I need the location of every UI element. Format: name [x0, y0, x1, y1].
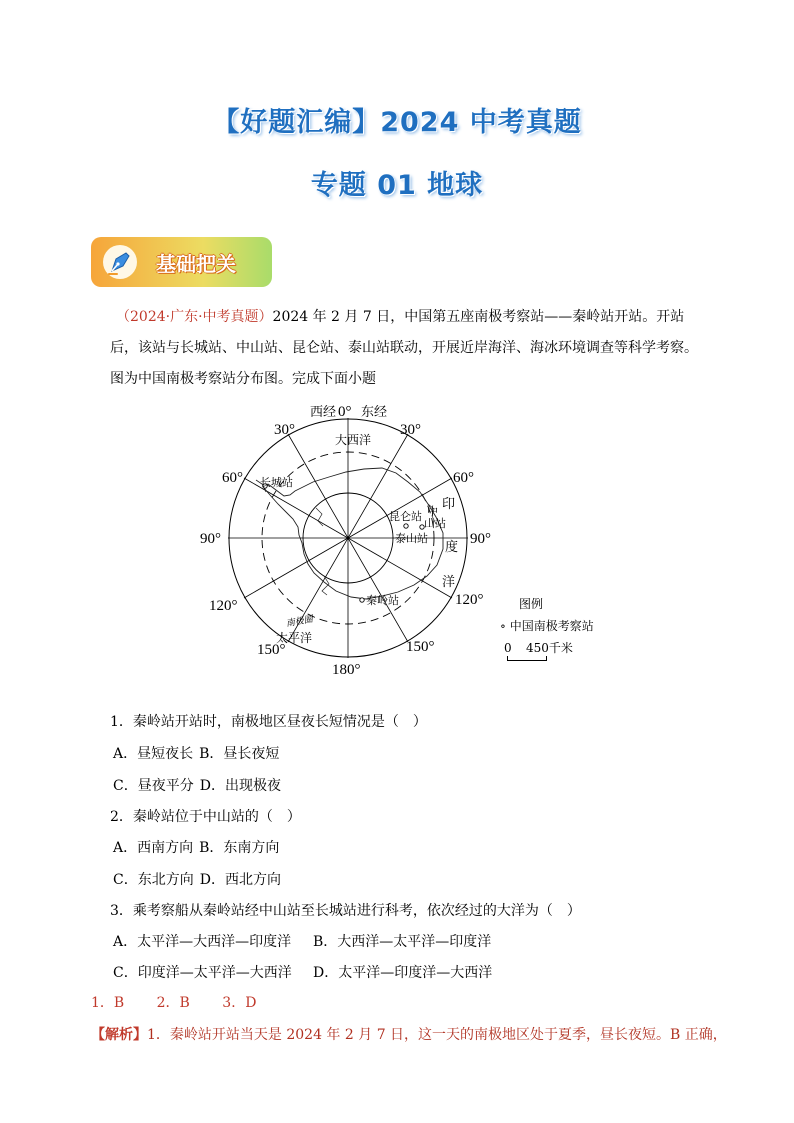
label-150-east: 150° — [406, 639, 435, 655]
station-qinling: 秦岭站 — [366, 595, 399, 607]
intro-paragraph — [110, 302, 700, 395]
option-2a: A．西南方向 — [113, 840, 194, 856]
option-2c: C．东北方向 — [113, 872, 194, 888]
label-indian-1: 印 — [442, 496, 456, 511]
label-east-longitude: 东经 — [361, 404, 388, 419]
option-1c: C．昼夜平分 — [113, 778, 194, 794]
question-3-options-row1 — [113, 931, 491, 951]
scale-zero: 0 — [504, 641, 512, 655]
legend-station-label: 中国南极考察站 — [509, 619, 594, 633]
pen-icon — [103, 245, 137, 279]
label-150-west: 150° — [257, 642, 286, 658]
legend-scale — [500, 637, 594, 663]
option-3a: A．太平洋—大西洋—印度洋 — [113, 934, 292, 950]
page-title: 【好题汇编】2024 中考真题 — [212, 107, 582, 138]
label-90-west: 90° — [200, 531, 221, 547]
question-3-stem: 3．乘考察船从秦岭站经中山站至长城站进行科考，依次经过的大洋为（ ） — [110, 903, 581, 919]
station-zhongshan-2: 山站 — [424, 518, 446, 530]
question-1-options-row1 — [113, 743, 279, 763]
analysis-tag: 【解析】 — [91, 1027, 147, 1043]
question-2-options-row2 — [113, 869, 281, 889]
option-1a: A．昼短夜长 — [113, 746, 194, 762]
antarctica-station-map — [196, 396, 506, 682]
label-indian-3: 洋 — [442, 574, 456, 589]
station-kunlun: 昆仑站 — [389, 511, 422, 523]
answer-key: 1．B 2．B 3．D — [91, 995, 257, 1011]
label-indian-2: 度 — [445, 539, 459, 554]
scale-value: 450千米 — [526, 641, 573, 655]
question-3-options-row2 — [113, 962, 492, 982]
option-3d: D．太平洋—印度洋—大西洋 — [313, 965, 493, 981]
question-1-stem: 1．秦岭站开站时，南极地区昼夜长短情况是（ ） — [110, 714, 427, 730]
scale-bar — [507, 656, 547, 661]
question-2-options-row1 — [113, 837, 279, 857]
option-1b: B．昼长夜短 — [199, 746, 280, 762]
question-source: （2024·广东·中考真题） — [116, 309, 273, 325]
station-taishan: 泰山站 — [395, 533, 428, 545]
section-banner — [91, 237, 272, 287]
label-60-east: 60° — [453, 470, 474, 486]
question-1-options-row2 — [113, 775, 281, 795]
label-120-east: 120° — [455, 592, 484, 608]
label-0: 0° — [338, 404, 352, 420]
label-pacific: 太平洋 — [276, 631, 313, 645]
page-subtitle: 专题 01 地球 — [310, 170, 484, 201]
option-1d: D．出现极夜 — [199, 778, 281, 794]
station-changcheng: 长城站 — [260, 477, 293, 489]
map-graticule — [228, 418, 468, 658]
intro-text: 2024 年 2 月 7 日，中国第五座南极考察站——秦岭站开站。开站后，该站与长城站、中山站、昆仑站、泰山站联动，开展近岸海洋、海冰环境调查等科学考察。图为中国南极考察站分布图。完成下面小题 — [110, 309, 698, 387]
label-30-east: 30° — [400, 422, 421, 438]
legend-title: 图例 — [519, 597, 544, 611]
option-3b: B．大西洋—太平洋—印度洋 — [313, 934, 492, 950]
option-2b: B．东南方向 — [199, 840, 280, 856]
label-90-east: 90° — [470, 531, 491, 547]
label-atlantic: 大西洋 — [335, 433, 372, 447]
analysis-text: 1．秦岭站开站当天是 2024 年 2 月 7 日，这一天的南极地区处于夏季，昼长夜短。B 正确， — [147, 1027, 727, 1043]
label-30-west: 30° — [274, 422, 295, 438]
label-west-longitude: 西经 — [310, 404, 337, 419]
station-symbol-icon: ∘ — [500, 619, 506, 633]
option-3c: C．印度洋—太平洋—大西洋 — [113, 965, 292, 981]
analysis-block — [91, 1024, 727, 1044]
station-zhongshan-1: 中 — [427, 506, 438, 518]
section-label: 基础把关 — [156, 252, 236, 276]
label-antarctic-circle: 南极圈 — [285, 613, 314, 629]
label-60-west: 60° — [222, 470, 243, 486]
label-120-west: 120° — [209, 598, 238, 614]
label-180: 180° — [332, 662, 361, 678]
map-legend — [500, 593, 594, 663]
option-2d: D．西北方向 — [199, 872, 281, 888]
legend-station-row — [500, 615, 594, 637]
question-2-stem: 2．秦岭站位于中山站的（ ） — [110, 809, 301, 825]
